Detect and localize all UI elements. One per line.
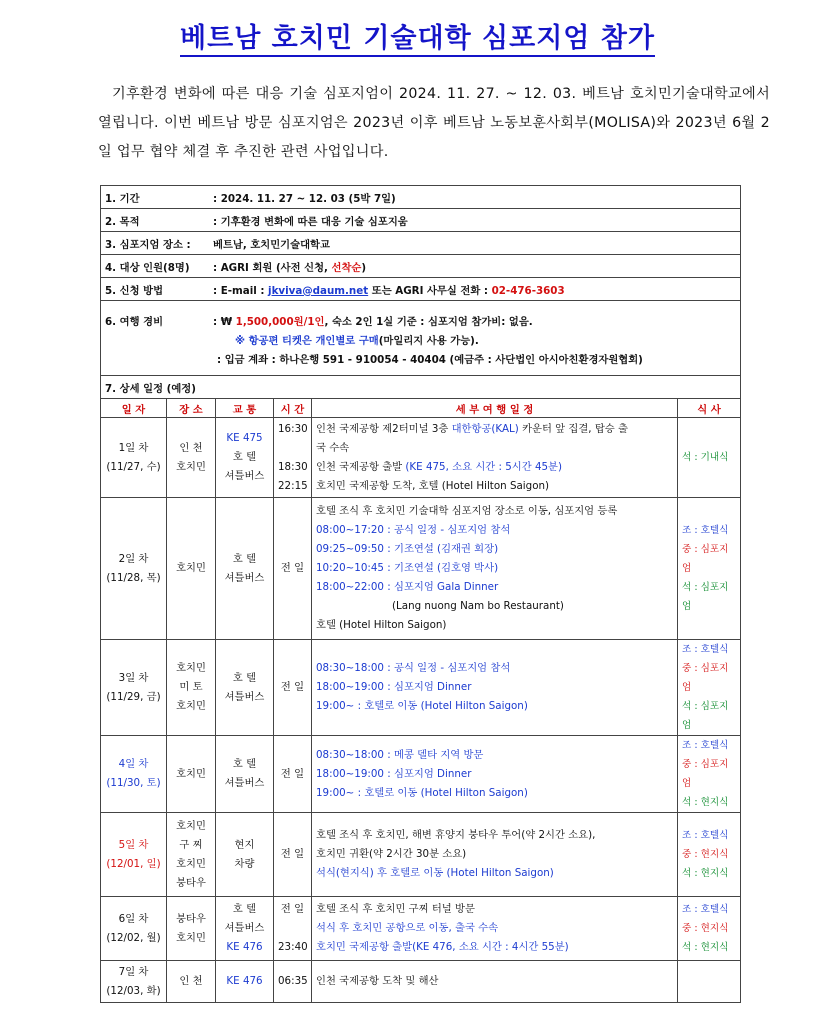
info-venue: 3. 심포지엄 장소 : 베트남, 호치민기술대학교 <box>101 232 741 255</box>
table-row: 6일 차 (12/02, 월) 붕타우 호치민 호 텔 셔틀버스 KE 476 전 일 23:40 호텔 조식 후 호치민 구찌 터널 방문 석식 후 호치민 공항으로 이동, 출국 수속 호치민 국제공항 출발(KE 476, 소요 시간 : 4시간 55분) 조 : 호텔식 중 : 현지식 석 : 현지식 <box>101 897 741 961</box>
table-row: 7일 차 (12/03, 화) 인 천 KE 476 06:35 인천 국제공항 도착 및 해산 <box>101 961 741 1003</box>
info-period: 1. 기간 : 2024. 11. 27 ~ 12. 03 (5박 7일) <box>101 186 741 209</box>
trip-table <box>100 185 741 1003</box>
table-row: 2일 차 (11/28, 목) 호치민 호 텔 셔틀버스 전 일 호텔 조식 후 호치민 기술대학 심포지엄 장소로 이동, 심포지엄 등록 08:00~17:20 : 공식 일정 - 심포지엄 참석 09:25~09:50 : 기조연설 (김재권 회장) 10:20~10:45 : 기조연설 (김호영 박사) 18:00~22:00 : 심포지엄 Gala Dinner (Lang nuong Nam bo Restaurant) 호텔 (Hotel Hilton Saigon) 조 : 호텔식 중 : 심포지엄 석 : 심포지엄 <box>101 498 741 640</box>
table-row: 3일 차 (11/29, 금) 호치민 미 토 호치민 호 텔 셔틀버스 전 일 08:30~18:00 : 공식 일정 - 심포지엄 참석 18:00~19:00 : 심포지엄 Dinner 19:00~ : 호텔로 이동 (Hotel Hilton Saigon) 조 : 호텔식 중 : 심포지엄 석 : 심포지엄 <box>101 640 741 736</box>
schedule-header-row: 일 자 장 소 교 통 시 간 세 부 여 행 일 정 식 사 <box>101 399 741 418</box>
info-apply: 5. 신청 방법 : E-mail : jkviva@daum.net 또는 AGRI 사무실 전화 : 02-476-3603 <box>101 278 741 301</box>
info-cost: 6. 여행 경비 : ₩ 1,500,000원/1인, 숙소 2인 1실 기준 : 심포지엄 참가비: 없음. ※ 항공편 티켓은 개인별로 구매(마일리지 사용 가능). : 입금 계좌 : 하나은행 591 - 910054 - 40404 (예금주 : 사단법인 아시아친환경자원협회) <box>101 301 741 376</box>
info-target: 4. 대상 인원(8명) : AGRI 회원 (사전 신청, 선착순) <box>101 255 741 278</box>
intro-paragraph: 기후환경 변화에 따른 대응 기술 심포지엄이 2024. 11. 27. ~ 12. 03. 베트남 호치민기술대학교에서 열립니다. 이번 베트남 방문 심포지엄은 2023년 이후 베트남 노동보훈사회부(MOLISA)와 2023년 6월 2일 업무 협약 체결 후 추진한 관련 사업입니다. <box>98 86 770 160</box>
table-row: 5일 차 (12/01, 일) 호치민 구 찌 호치민 붕타우 현지 차량 전 일 호텔 조식 후 호치민, 해변 휴양지 붕타우 투어(약 2시간 소요), 호치민 귀환(약 2시간 30분 소요) 석식(현지식) 후 호텔로 이동 (Hotel Hilton Saigon) 조 : 호텔식 중 : 현지식 석 : 현지식 <box>101 813 741 897</box>
info-schedule-heading: 7. 상세 일정 (예정) <box>101 376 741 399</box>
table-row: 4일 차 (11/30, 토) 호치민 호 텔 셔틀버스 전 일 08:30~18:00 : 메콩 델타 지역 방문 18:00~19:00 : 심포지엄 Dinner 19:00~ : 호텔로 이동 (Hotel Hilton Saigon) 조 : 호텔식 중 : 심포지엄 석 : 현지식 <box>101 736 741 813</box>
document-title: 베트남 호치민 기술대학 심포지엄 참가 <box>0 16 835 55</box>
info-purpose: 2. 목적 : 기후환경 변화에 따른 대응 기술 심포지움 <box>101 209 741 232</box>
table-row: 1일 차 (11/27, 수) 인 천 호치민 KE 475 호 텔 셔틀버스 16:30 18:30 22:15 인천 국제공항 제2터미널 3층 대한항공(KAL) 카운터 앞 집결, 탑승 출 국 수속 인천 국제공항 출발 (KE 475, 소요 시간 : 5시간 45분) 호치민 국제공항 도착, 호텔 (Hotel Hilton Saigon) 석 : 기내식 <box>101 418 741 498</box>
email-link[interactable]: jkviva@daum.net <box>268 284 369 297</box>
